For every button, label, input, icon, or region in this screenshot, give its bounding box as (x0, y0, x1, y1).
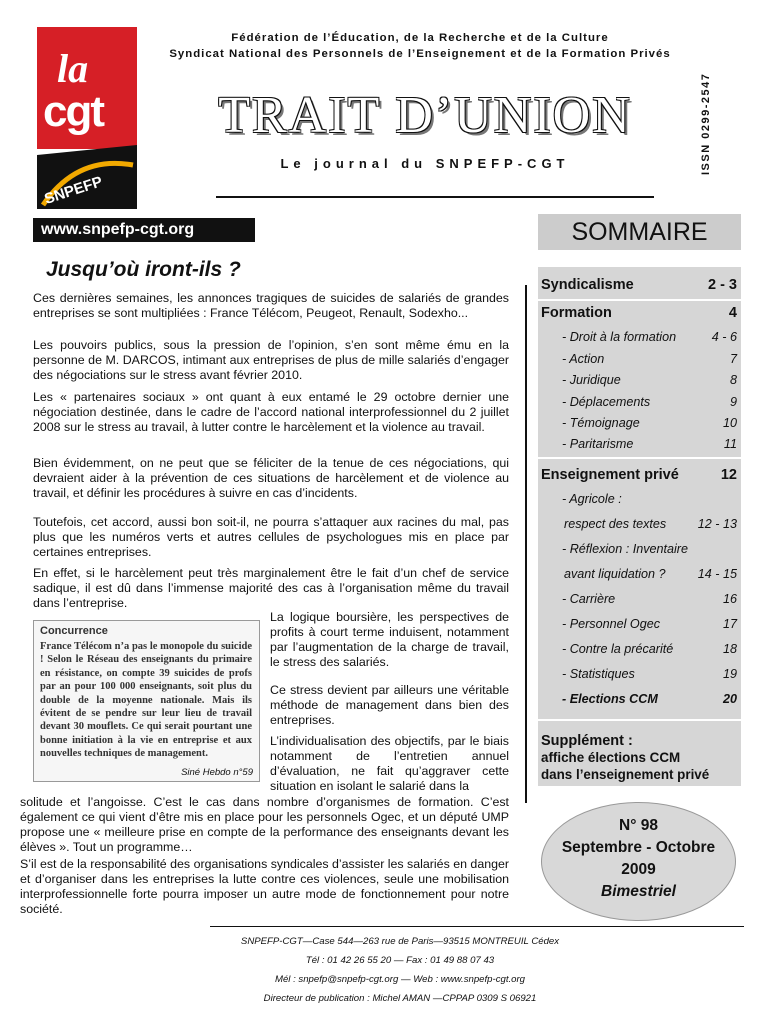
header-rule (216, 196, 654, 198)
toc-pages: 14 - 15 (697, 567, 737, 581)
journal-title: TRAIT D’UNION (218, 87, 632, 144)
article-paragraph: Bien évidemment, on ne peut que se féliciter de la tenue de ces négociations, qui devraient aider à la prévention de ces situations de harcèlement et de violence au travail, et définir les procédures à suivre en cas d’incidents. (33, 456, 509, 500)
toc-label: Syndicalisme (541, 277, 634, 293)
toc-label: - Contre la précarité (562, 642, 674, 656)
footer-rule (210, 926, 744, 927)
toc-pages: 19 (722, 667, 737, 681)
snpefp-emblem-icon (37, 145, 137, 209)
sommaire-heading: SOMMAIRE (538, 214, 741, 250)
toc-pages: 16 (722, 592, 737, 606)
toc-label: - Droit à la formation (562, 330, 677, 344)
issn-box (700, 55, 720, 175)
concurrence-title: Concurrence (40, 625, 108, 637)
sommaire-box (538, 267, 741, 786)
svg-text:SNPEFP: SNPEFP (42, 173, 105, 208)
footer-address: SNPEFP-CGT—Case 544—263 rue de Paris—93515 MONTREUIL Cédex (240, 936, 560, 947)
toc-separator (538, 719, 741, 721)
issue-number: N° 98 (619, 817, 658, 834)
toc-label: Enseignement privé (541, 467, 679, 483)
concurrence-box (33, 620, 260, 782)
toc-label: - Statistiques (562, 667, 635, 681)
article-paragraph: La logique boursière, les perspectives de profits à court terme induisent, notamment par l’augmentation de la charge de travail, le stress des salariés. (270, 610, 509, 669)
toc-pages: 18 (722, 642, 737, 656)
supplement-title: Supplément : (541, 733, 633, 749)
article-paragraph: solitude et l’angoisse. C’est le cas dans nombre d’organismes de formation. C’est également ce qui vient d’être mis en place pour les personnels Ogec, et un député UMP propose une « meilleure prise en compte de la performance des enseignants devant les élèves ». Tout un programme… (20, 795, 509, 854)
cgt-snpefp-logo (37, 27, 137, 207)
toc-label: avant liquidation ? (564, 567, 666, 581)
toc-pages: 9 (729, 395, 737, 409)
toc-label: - Action (562, 352, 605, 366)
toc-pages: 10 (722, 416, 737, 430)
article-paragraph: En effet, si le harcèlement peut très marginalement être le fait d’un chef de service sadique, il est dû dans l’immense majorité des cas à l’organisation même du travail dans l’entreprise. (33, 566, 509, 610)
toc-label: respect des textes (564, 517, 667, 531)
article-paragraph: Les pouvoirs publics, sous la pression de l’opinion, s’en sont même ému en la personne de M. DARCOS, intimant aux entreprises de plus de mille salariés d’engager des négociations sur le stress avant février 2010. (33, 338, 509, 382)
logo-cgt-text: cgt (43, 87, 103, 136)
federation-line: Fédération de l’Éducation, de la Recherche et de la Culture (231, 32, 609, 44)
article-paragraph: Toutefois, cet accord, aussi bon soit-il, ne pourra s’attaquer aux racines du mal, pas plus que les numéros verts et autres cellules de psychologues mis en place par certaines entreprises. (33, 515, 509, 559)
article-paragraph: Les « partenaires sociaux » ont quant à eux entamé le 29 octobre dernier une négociation destinée, dans le cadre de l’accord national interprofessionnel du 2 juillet 2008 sur le stress au travail, à lutter contre le harcèlement et la violence au travail. (33, 390, 509, 434)
logo-red-block (37, 27, 137, 149)
toc-pages: 4 (728, 305, 737, 321)
toc-label: - Réflexion : Inventaire (562, 542, 688, 556)
toc-label: - Déplacements (562, 395, 651, 409)
concurrence-text: France Télécom n’a pas le monopole du suicide ! Selon le Réseau des enseignants du primaire en résistance, on compte 39 suicides de profs par an pour 100 000 enseignants, soit plus du double de la moyenne nationale. Mais ils évitent de se pendre sur leur lieu de travail devant 30 mouflets. Ce qui serait pourtant une bonne initiation à la vie en entreprise et aux nouvelles techniques de management. (40, 641, 252, 760)
issue-badge (541, 802, 736, 921)
syndicat-line: Syndicat National des Personnels de l’Enseignement et de la Formation Privés (169, 48, 671, 60)
toc-label: - Juridique (562, 373, 621, 387)
toc-label: - Témoignage (562, 416, 640, 430)
toc-separator (538, 457, 741, 459)
column-divider (525, 285, 527, 803)
supplement-line: affiche élections CCM (541, 750, 681, 765)
issn-text: ISSN 0299-2547 (700, 72, 712, 175)
logo-la-text: la (57, 46, 89, 91)
toc-pages: 4 - 6 (711, 330, 737, 344)
footer-phone: Tél : 01 42 26 55 20 — Fax : 01 49 88 07 43 (305, 955, 495, 966)
issue-year: 2009 (621, 861, 656, 878)
website-banner[interactable]: www.snpefp-cgt.org (33, 218, 255, 242)
article-paragraph: S’il est de la responsabilité des organisations syndicales d’assister les salariés en danger et d’organiser dans les entreprises la lutte contre ces violences, seule une mobilisation interprofessionnelle forte pourra imposer un autre mode de fonctionnement pour notre société. (20, 857, 510, 916)
toc-label: - Personnel Ogec (562, 617, 661, 631)
toc-pages: 11 (723, 437, 737, 451)
toc-pages: 17 (722, 617, 737, 631)
toc-pages: 8 (729, 373, 737, 387)
article-title: Jusqu’où iront-ils ? (46, 258, 241, 281)
toc-label: Formation (541, 305, 612, 321)
toc-pages: 2 - 3 (707, 277, 737, 293)
toc-pages: 7 (729, 352, 737, 366)
footer-director: Directeur de publication : Michel AMAN —CPPAP 0309 S 06921 (263, 993, 537, 1004)
toc-label: - Paritarisme (562, 437, 634, 451)
article-paragraph: L’individualisation des objectifs, par le biais notamment de l’entretien annuel d’évaluation, ne fait qu’aggraver cette situation en isolant le salarié dans la (270, 734, 509, 793)
toc-pages: 12 - 13 (697, 517, 737, 531)
toc-label: - Carrière (562, 592, 616, 606)
article-paragraph: Ce stress devient par ailleurs une véritable méthode de management dans bien des entreprises. (270, 683, 509, 727)
concurrence-source: Siné Hebdo n°59 (181, 767, 253, 778)
toc-separator (538, 299, 741, 301)
footer-mail[interactable]: Mél : snpefp@snpefp-cgt.org — Web : www.snpefp-cgt.org (274, 974, 526, 985)
issue-frequency: Bimestriel (601, 883, 676, 900)
issue-period: Septembre - Octobre (561, 839, 716, 856)
toc-pages: 12 (720, 467, 737, 483)
article-paragraph: Ces dernières semaines, les annonces tragiques de suicides de salariés de grandes entreprises se sont multipliées : France Télécom, Peugeot, Renault, Sodexho... (33, 291, 509, 320)
toc-label: - Elections CCM (562, 692, 658, 706)
toc-label: - Agricole : (562, 492, 622, 506)
toc-pages: 20 (722, 692, 737, 706)
journal-subtitle: Le journal du SNPEFP-CGT (280, 156, 570, 171)
supplement-line: dans l’enseignement privé (541, 767, 710, 782)
